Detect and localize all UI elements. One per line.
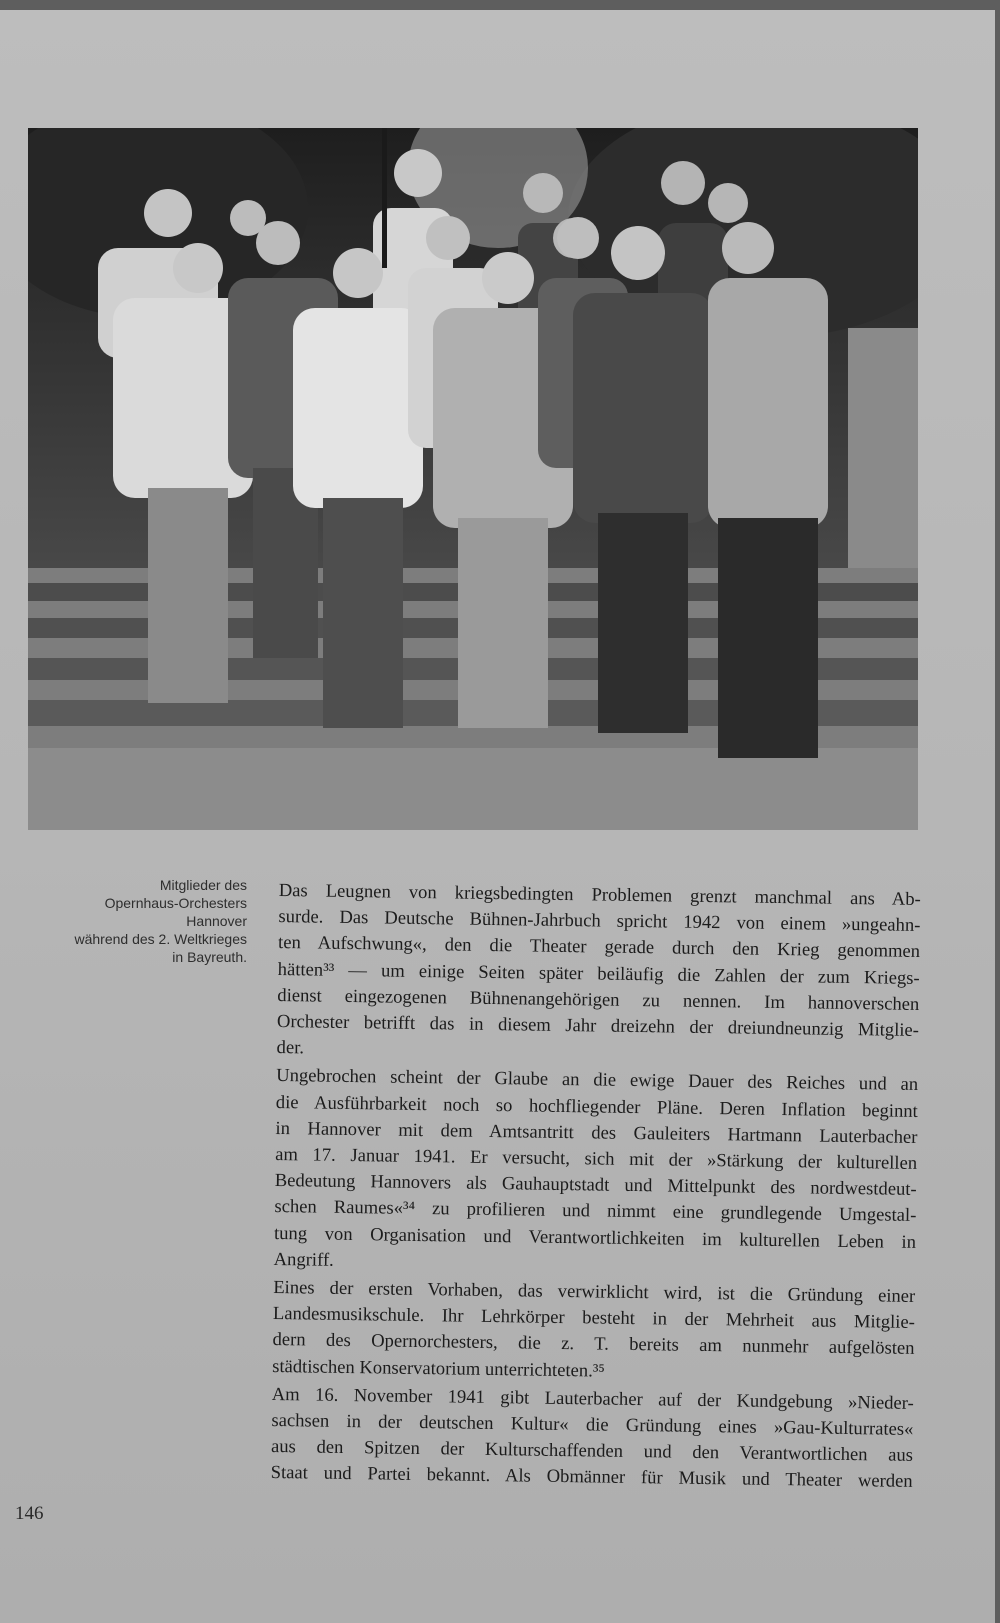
text-line: in Hannover mit dem Amtsantritt des Gauleiters Hartmann Lauterbacher — [275, 1117, 918, 1148]
group-photograph — [28, 128, 918, 830]
text-line: ten Aufschwung«, den die Theater gerade durch den Krieg genommen — [277, 932, 921, 963]
text-line: dienst eingezogenen Bühnenangehörigen zu nennen. Im hannoverschen — [277, 984, 920, 1015]
text-line: Bedeutung Hannovers als Gauhauptstadt und Mittelpunkt des nordwestdeut- — [274, 1170, 917, 1201]
text-line: die Ausführbarkeit noch so hochfliegender Pläne. Deren Inflation beginnt — [275, 1091, 918, 1122]
text-line: Am 16. November 1941 gibt Lauterbacher auf der Kundgebung »Nieder- — [271, 1383, 914, 1414]
paragraph-1 — [276, 878, 920, 1070]
caption-line: Hannover — [186, 913, 247, 929]
caption-line: in Bayreuth. — [172, 949, 247, 965]
text-line: Staat und Partei bekannt. Als Obmänner für Musik und Theater werden — [270, 1462, 913, 1493]
text-line: Orchester betrifft das in diesem Jahr dreizehn der dreiundneunzig Mitglie- — [276, 1011, 920, 1041]
page-number: 146 — [15, 1503, 44, 1524]
photo-caption — [40, 876, 247, 966]
text-line: Landesmusikschule. Ihr Lehrkörper besteht in der Mehrheit aus Mitglie- — [272, 1303, 915, 1334]
caption-line: Opernhaus-Orchesters — [104, 895, 247, 911]
caption-line: während des 2. Weltkrieges — [74, 931, 247, 947]
paragraph-3 — [272, 1275, 915, 1389]
text-line: Eines der ersten Vorhaben, das verwirklicht wird, ist die Gründung einer — [273, 1277, 916, 1307]
text-line: Das Leugnen von kriegsbedingten Problemen grenzt manchmal ans Ab- — [278, 879, 921, 910]
text-line: surde. Das Deutsche Bühnen-Jahrbuch spricht 1942 von einem »ungeahn- — [278, 906, 921, 937]
text-line: dern des Opernorchesters, die z. T. bereits am nunmehr aufgelösten — [272, 1329, 915, 1360]
paragraph-4 — [271, 1382, 914, 1496]
text-line: der. — [276, 1037, 305, 1059]
text-line: tung von Organisation und Verantwortlichkeiten im kulturellen Leben in — [273, 1222, 917, 1253]
text-line: hätten³³ — um einige Seiten später beiläufig die Zahlen der zum Kriegs- — [277, 958, 920, 989]
paragraph-2 — [273, 1063, 918, 1282]
text-line: städtischen Konservatorium unterrichteten.³⁵ — [272, 1355, 606, 1382]
book-page — [0, 10, 995, 1623]
text-line: am 17. Januar 1941. Er versucht, sich mit der »Stärkung der kulturellen — [274, 1144, 918, 1174]
text-line: sachsen in der deutschen Kultur« die Gründung eines »Gau-Kulturrates« — [271, 1410, 914, 1440]
caption-line: Mitglieder des — [159, 877, 247, 893]
photo-illustration — [28, 128, 918, 830]
text-line: Angriff. — [273, 1248, 334, 1271]
text-line: Ungebrochen scheint der Glaube an die ewige Dauer des Reiches und an — [276, 1065, 919, 1096]
text-line: schen Raumes«³⁴ zu profilieren und nimmt eine grundlegende Umgestal- — [274, 1196, 917, 1227]
text-line: aus den Spitzen der Kulturschaffenden und den Verantwortlichen aus — [270, 1436, 914, 1467]
body-text — [270, 878, 920, 1498]
